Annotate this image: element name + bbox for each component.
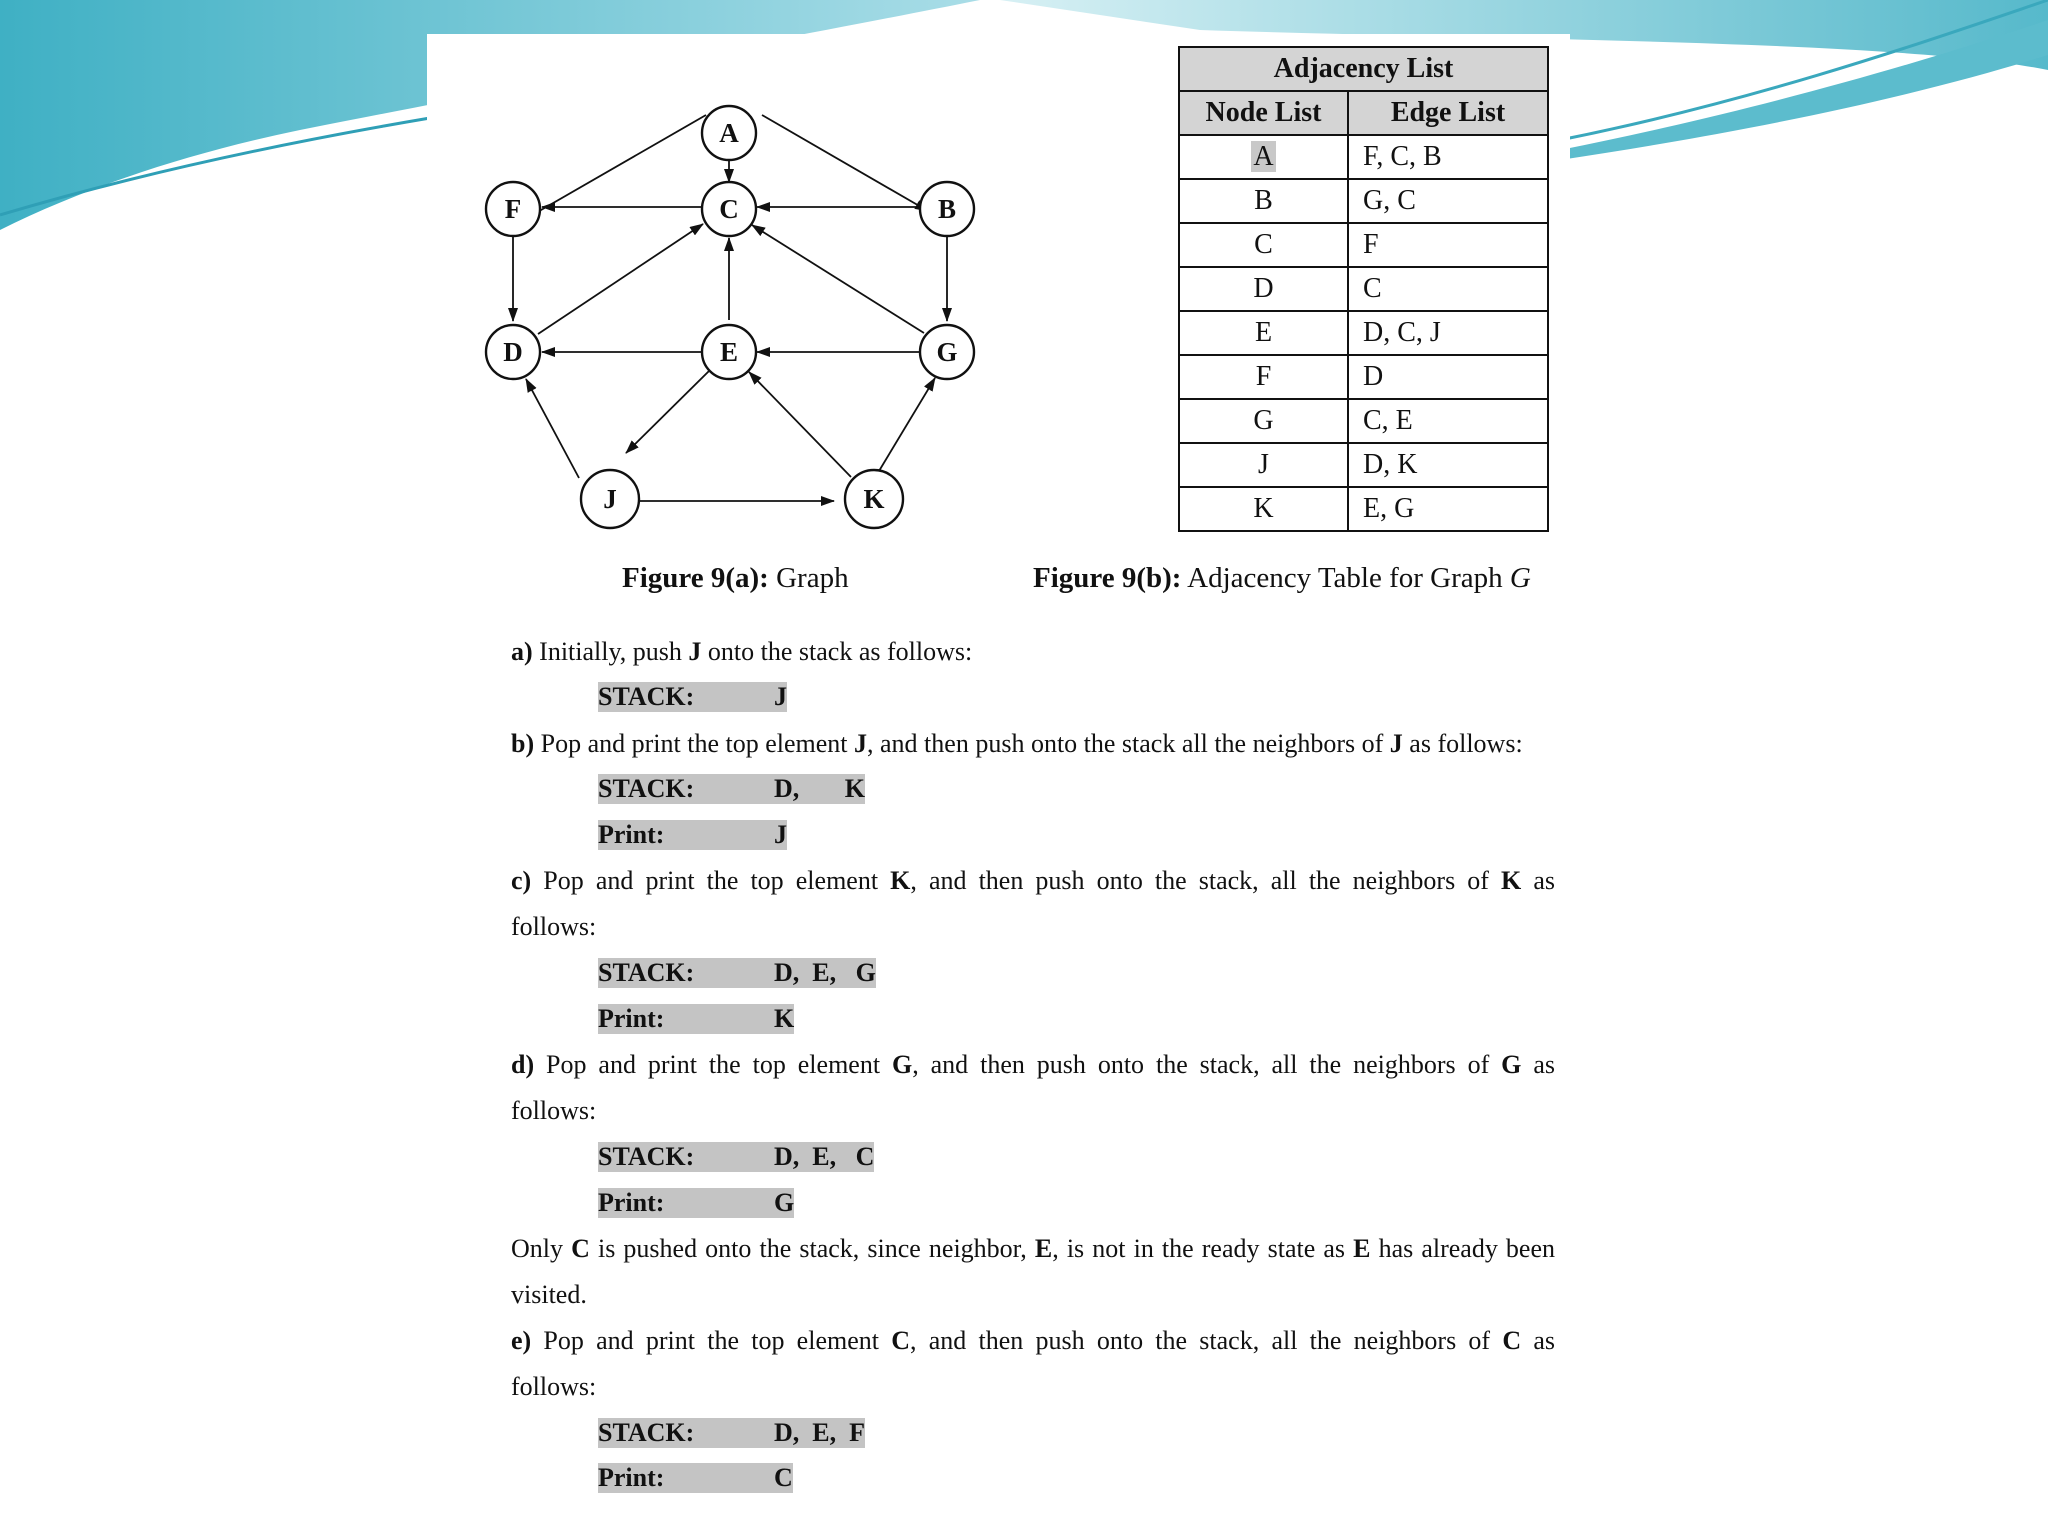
- step-c-stack: STACK: D, E, G: [598, 958, 876, 987]
- dfs-steps-panel: [495, 625, 1570, 1500]
- node-cell: A: [1253, 141, 1274, 172]
- node-cell: B: [1179, 179, 1348, 223]
- edge-a-f: [515, 115, 706, 225]
- step-e-text-cont: follows:: [511, 1372, 597, 1401]
- node-b: [920, 182, 974, 236]
- svg-text:B: B: [937, 194, 957, 224]
- graph-diagram: [427, 34, 958, 554]
- step-d-note: Only C is pushed onto the stack, since neighbor, E, is not in the ready state as E has already been: [511, 1234, 1556, 1263]
- node-cell: F: [1179, 355, 1348, 399]
- node-cell: D: [1179, 267, 1348, 311]
- step-d-note-cont: visited.: [511, 1280, 587, 1309]
- step-b-stack: STACK: D, K: [598, 774, 865, 803]
- edge-cell: C, E: [1348, 399, 1548, 443]
- step-d-print: Print: G: [598, 1188, 795, 1217]
- table-row: [1179, 399, 1548, 443]
- node-e: [702, 325, 756, 379]
- step-d-text-cont: follows:: [511, 1096, 597, 1125]
- figure-caption-table: Figure 9(b): Adjacency Table for Graph G: [1033, 562, 1531, 594]
- edge-cell: D, K: [1348, 443, 1548, 487]
- step-e-stack: STACK: D, E, F: [598, 1418, 865, 1447]
- edge-cell: D, C, J: [1348, 311, 1548, 355]
- node-a: [702, 106, 756, 160]
- edge-k-g: [876, 378, 935, 476]
- figure-panel: [427, 34, 1570, 622]
- edge-j-d: [526, 379, 579, 478]
- node-f: [486, 182, 540, 236]
- svg-text:J: J: [603, 484, 617, 514]
- table-row: [1179, 355, 1548, 399]
- figure-caption-graph: Figure 9(a): Graph: [622, 562, 849, 594]
- node-j: [581, 470, 639, 528]
- edge-k-e: [749, 372, 851, 477]
- edge-cell: D: [1348, 355, 1548, 399]
- step-a-stack: STACK: J: [598, 682, 787, 711]
- edge-d-c: [538, 224, 703, 334]
- node-d: [486, 325, 540, 379]
- edge-cell: F: [1348, 223, 1548, 267]
- svg-text:G: G: [936, 337, 958, 367]
- step-d-text: d) Pop and print the top element G, and then push onto the stack, all the neighbors of G as: [511, 1050, 1555, 1079]
- edge-cell: C: [1348, 267, 1548, 311]
- step-c-print: Print: K: [598, 1004, 795, 1033]
- step-c-text-cont: follows:: [511, 912, 597, 941]
- col-header-edge: Edge List: [1348, 91, 1548, 135]
- node-cell: K: [1179, 487, 1348, 531]
- edge-cell: G, C: [1348, 179, 1548, 223]
- edge-e-j: [626, 371, 709, 453]
- adjacency-table: [1178, 46, 1549, 532]
- step-e-text: e) Pop and print the top element C, and then push onto the stack, all the neighbors of C as: [511, 1326, 1555, 1355]
- svg-text:F: F: [504, 194, 522, 224]
- step-b-text: b) Pop and print the top element J, and then push onto the stack all the neighbors of J as follows:: [511, 729, 1523, 758]
- svg-text:K: K: [863, 484, 885, 514]
- col-header-node: Node List: [1179, 91, 1348, 135]
- edge-cell: E, G: [1348, 487, 1548, 531]
- table-row: [1179, 267, 1548, 311]
- edge-g-c: [752, 225, 924, 333]
- table-row: [1179, 311, 1548, 355]
- node-c: [702, 182, 756, 236]
- table-row: [1179, 135, 1548, 179]
- svg-text:A: A: [719, 118, 739, 148]
- table-row: [1179, 443, 1548, 487]
- node-cell: E: [1179, 311, 1348, 355]
- step-c-text: c) Pop and print the top element K, and then push onto the stack, all the neighbors of K as: [511, 866, 1555, 895]
- edge-cell: F, C, B: [1348, 135, 1548, 179]
- node-cell: C: [1179, 223, 1348, 267]
- table-row: [1179, 179, 1548, 223]
- step-d-stack: STACK: D, E, C: [598, 1142, 875, 1171]
- step-b-print: Print: J: [598, 820, 787, 849]
- node-k: [845, 470, 903, 528]
- step-a-text: a) Initially, push J onto the stack as follows:: [511, 637, 973, 666]
- svg-text:C: C: [719, 194, 739, 224]
- edge-a-b: [762, 115, 928, 211]
- adjacency-title: Adjacency List: [1179, 47, 1548, 91]
- node-cell: G: [1179, 399, 1348, 443]
- table-row: [1179, 223, 1548, 267]
- svg-text:D: D: [503, 337, 523, 367]
- node-cell: J: [1179, 443, 1348, 487]
- node-g: [920, 325, 974, 379]
- table-row: [1179, 487, 1548, 531]
- svg-text:E: E: [719, 337, 739, 367]
- step-e-print: Print: C: [598, 1463, 793, 1492]
